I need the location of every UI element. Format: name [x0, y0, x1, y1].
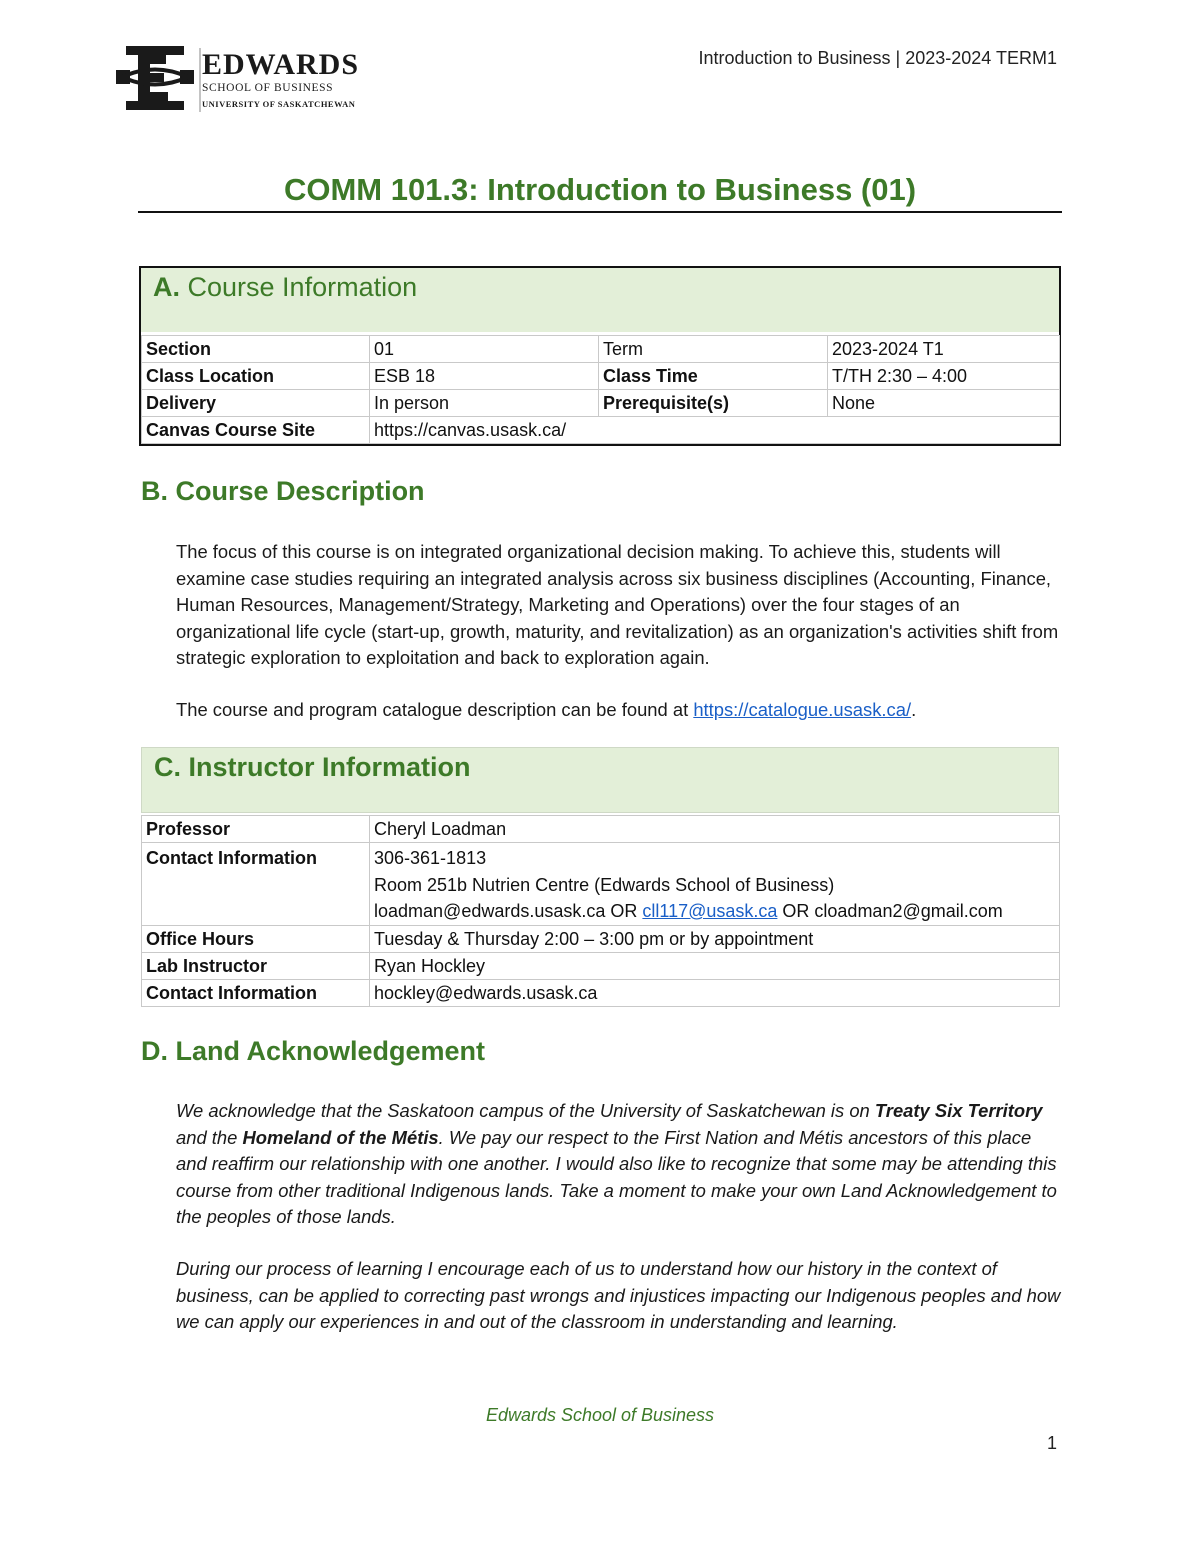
land-ack-heading: D. Land Acknowledgement — [141, 1036, 486, 1066]
logo-wordmark: EDWARDS — [202, 48, 360, 81]
canvas-value: https://canvas.usask.ca/ — [370, 417, 1060, 444]
table-row — [142, 816, 1060, 843]
edwards-logo — [116, 42, 360, 114]
table-row — [142, 952, 1060, 979]
instructor-info-table — [141, 815, 1060, 1007]
catalogue-sentence: The course and program catalogue description can be found at https://catalogue.usask.ca/. — [176, 699, 917, 720]
section-label: Section — [142, 336, 370, 363]
class-time-value: T/TH 2:30 – 4:00 — [828, 363, 1060, 390]
course-info-heading: A. Course Information — [153, 272, 418, 302]
class-location-label: Class Location — [142, 363, 370, 390]
contact-emails: loadman@edwards.usask.ca OR cll117@usask.ca OR cloadman2@gmail.com — [374, 901, 1003, 921]
term-label: Term — [599, 336, 828, 363]
instructor-info-band — [141, 747, 1059, 813]
contact-phone: 306-361-1813 — [374, 848, 487, 868]
lab-contact-value: hockley@edwards.usask.ca — [370, 979, 1060, 1006]
page-number: 1 — [1046, 1433, 1057, 1453]
section-value: 01 — [370, 336, 599, 363]
course-info-table — [141, 335, 1060, 444]
footer-school: Edwards School of Business — [485, 1405, 715, 1425]
instructor-info-heading: C. Instructor Information — [154, 752, 471, 782]
logo-university: UNIVERSITY OF SASKATCHEWAN — [202, 99, 356, 109]
table-row — [142, 843, 1060, 926]
contact-label: Contact Information — [142, 843, 370, 926]
table-row — [142, 979, 1060, 1006]
lab-instructor-value: Ryan Hockley — [370, 952, 1060, 979]
table-row — [142, 336, 1060, 363]
catalogue-link[interactable]: https://catalogue.usask.ca/ — [693, 699, 912, 720]
land-ack-paragraph-2: During our process of learning I encourage each of us to understand how our history in the context of business, can be applied to correcting past wrongs and injustices impacting our Indigenous peoples and how we can apply our experiences in and out of the classroom in understanding and learning. — [176, 1258, 1061, 1332]
canvas-label: Canvas Course Site — [142, 417, 370, 444]
course-info-band — [141, 268, 1059, 332]
lab-contact-label: Contact Information — [142, 979, 370, 1006]
prerequisite-value: None — [828, 390, 1060, 417]
delivery-label: Delivery — [142, 390, 370, 417]
class-time-label: Class Time — [599, 363, 828, 390]
professor-label: Professor — [142, 816, 370, 843]
land-ack-paragraph-1: We acknowledge that the Saskatoon campus of the University of Saskatchewan is on Treaty Six Territory and the Homeland of the Métis. We pay our respect to the First Nation and Métis ancestors of this place and reaffirm our relationship with one another. I would also like to recognize that some may be attending this course from other traditional Indigenous lands. Take a moment to make your own Land Acknowledgement to the peoples of those lands. — [176, 1100, 1057, 1227]
table-row — [142, 363, 1060, 390]
contact-value — [370, 843, 1060, 926]
table-row — [142, 925, 1060, 952]
office-hours-label: Office Hours — [142, 925, 370, 952]
title-rule — [138, 211, 1062, 213]
lab-instructor-label: Lab Instructor — [142, 952, 370, 979]
delivery-value: In person — [370, 390, 599, 417]
table-row — [142, 417, 1060, 444]
course-description-text: The focus of this course is on integrated organizational decision making. To achieve this, students will examine case studies requiring an integrated analysis across six business disciplines (Accounting, Finance, Human Resources, Management/Strategy, Marketing and Operations) over the four stages of an organizational life cycle (start-up, growth, maturity, and revitalization) as an organization's activities shift from strategic exploration to exploitation and back to exploration again. — [176, 541, 1059, 668]
office-hours-value: Tuesday & Thursday 2:00 – 3:00 pm or by appointment — [370, 925, 1060, 952]
course-description-heading: B. Course Description — [141, 476, 425, 506]
professor-value: Cheryl Loadman — [370, 816, 1060, 843]
term-value: 2023-2024 T1 — [828, 336, 1060, 363]
class-location-value: ESB 18 — [370, 363, 599, 390]
page-title: COMM 101.3: Introduction to Business (01) — [283, 172, 917, 207]
logo-subline: SCHOOL OF BUSINESS — [202, 82, 334, 94]
prerequisite-label: Prerequisite(s) — [599, 390, 828, 417]
running-head: Introduction to Business | 2023-2024 TERM1 — [698, 48, 1057, 68]
email-link[interactable]: cll117@usask.ca — [642, 901, 778, 921]
table-row — [142, 390, 1060, 417]
contact-room: Room 251b Nutrien Centre (Edwards School of Business) — [374, 874, 835, 895]
